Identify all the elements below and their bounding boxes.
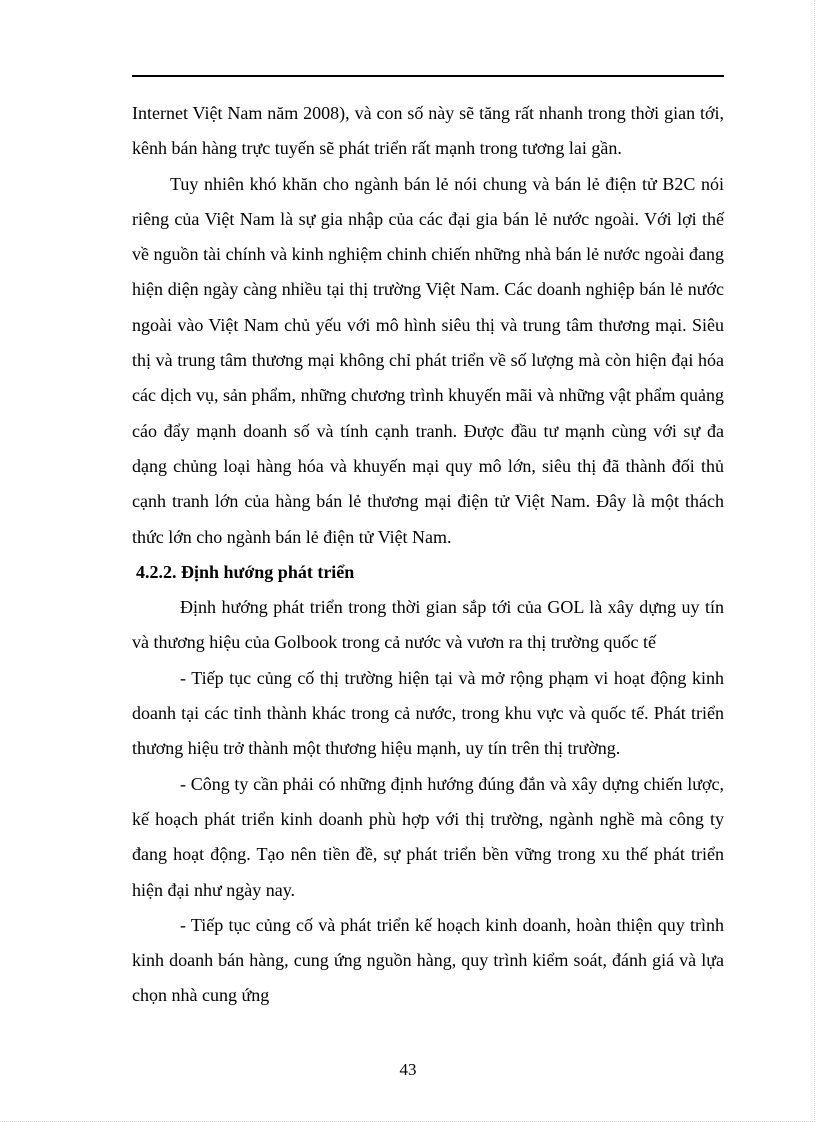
bullet-market-expansion: - Tiếp tục củng cố thị trường hiện tại và mở rộng phạm vi hoạt động kinh doanh tại các tỉnh thành khác trong cả nước, trong khu vực và quốc tế. Phát triển thương hiệu trở thành một thương hiệu mạnh, uy tín trên thị trường. — [132, 667, 724, 759]
paragraph-retail-challenges: Tuy nhiên khó khăn cho ngành bán lẻ nói chung và bán lẻ điện tử B2C nói riêng của Việt Nam là sự gia nhập của các đại gia bán lẻ nước ngoài. Với lợi thế về nguồn tài chính và kinh nghiệm chinh chiến những nhà bán lẻ nước ngoài đang hiện diện ngày càng nhiều tại thị trường Việt Nam. Các doanh nghiệp bán lẻ nước ngoài vào Việt Nam chủ yếu với mô hình siêu thị và trung tâm thương mại. Siêu thị và trung tâm thương mại không chỉ phát triển về số lượng mà còn hiện đại hóa các dịch vụ, sản phẩm, những chương trình khuyến mãi và những vật phẩm quảng cáo đẩy mạnh doanh số và tính cạnh tranh. Được đầu tư mạnh cùng với sự đa dạng chủng loại hàng hóa và khuyến mại quy mô lớn, siêu thị đã thành đối thủ cạnh tranh lớn của hàng bán lẻ thương mại điện tử Việt Nam. Đây là một thách thức lớn cho ngành bán lẻ điện tử Việt Nam. — [132, 173, 724, 547]
paragraph-continuation: Internet Việt Nam năm 2008), và con số này sẽ tăng rất nhanh trong thời gian tới, kênh bán hàng trực tuyến sẽ phát triển rất mạnh trong tương lai gần. — [132, 103, 724, 159]
page-number: 43 — [399, 1060, 417, 1079]
header-rule — [132, 75, 724, 77]
document-body — [132, 96, 724, 1014]
bullet-strategy: - Công ty cần phải có những định hướng đúng đắn và xây dựng chiến lược, kế hoạch phát triển kinh doanh phù hợp với thị trường, ngành nghề mà công ty đang hoạt động. Tạo nên tiền đề, sự phát triển bền vững trong xu thế phát triển hiện đại như ngày nay. — [132, 773, 724, 900]
paragraph-development-direction: Định hướng phát triển trong thời gian sắp tới của GOL là xây dựng uy tín và thương hiệu của Golbook trong cả nước và vươn ra thị trường quốc tế — [132, 597, 724, 653]
bullet-business-plan: - Tiếp tục củng cố và phát triển kế hoạch kinh doanh, hoàn thiện quy trình kinh doanh bán hàng, cung ứng nguồn hàng, quy trình kiểm soát, đánh giá và lựa chọn nhà cung ứng — [132, 914, 724, 1006]
section-heading: 4.2.2. Định hướng phát triển — [136, 561, 355, 582]
